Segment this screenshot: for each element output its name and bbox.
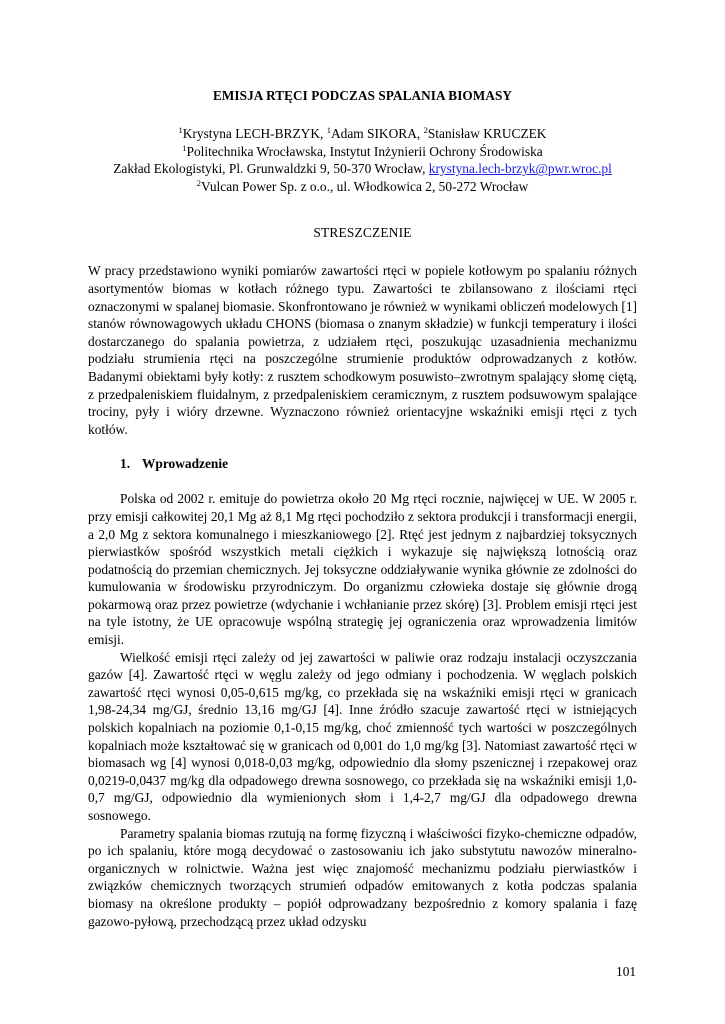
section-1-number: 1. bbox=[120, 456, 131, 472]
abstract-text: W pracy przedstawiono wyniki pomiarów zawartości rtęci w popiele kotłowym po spalaniu różnych asortymentów biomas w kotłach różnego typu. Zawartości te zbilansowano z ilościami rtęci oznaczonymi w spalanej biomasie. Skonfrontowano je również w wynikami obliczeń modelowych [1] stanów równowagowych układu CHONS (biomasa o znanym składzie) w funkcji temperatury i ilości dostarczanego do spalania powietrza, z udziałem rtęci, poszukując uzasadnienia mechanizmu podziału strumienia rtęci na poszczególne strumienie produktów odprowadzanych z kotłów. Badanymi obiektami były kotły: z rusztem schodkowym posuwisto–zwrotnym spalający słomę ciętą, z przedpaleniskiem fluidalnym, z przedpaleniskiem ceramicznym, z rusztem podsuwowym spalające trociny, pyły i wióry drzewne. Wyznaczono również orientacyjne wskaźniki emisji rtęci z tych kotłów. bbox=[88, 263, 637, 437]
author-2: Adam SIKORA, bbox=[330, 126, 424, 141]
paper-page bbox=[88, 78, 637, 930]
author-block bbox=[88, 125, 637, 195]
author1-affil-mark: 1 bbox=[178, 125, 183, 135]
page-number: 101 bbox=[616, 964, 637, 979]
author-email-link[interactable]: krystyna.lech-brzyk@pwr.wroc.pl bbox=[428, 161, 612, 177]
author2-affil-mark: 1 bbox=[326, 125, 331, 135]
section-1-title: Wprowadzenie bbox=[142, 456, 229, 472]
affiliation-2-text: Vulcan Power Sp. z o.o., ul. Włodkowica 2, 50-272 Wrocław bbox=[200, 178, 529, 194]
author-3: Stanisław KRUCZEK bbox=[427, 126, 547, 141]
affiliation-2 bbox=[88, 178, 637, 196]
abstract-heading: STRESZCZENIE bbox=[313, 225, 412, 241]
affiliation-1-address bbox=[88, 160, 637, 178]
affiliation-1-address-text: Zakład Ekologistyki, Pl. Grunwaldzki 9, 50-370 Wrocław, bbox=[113, 161, 429, 177]
paper-title: EMISJA RTĘCI PODCZAS SPALANIA BIOMASY bbox=[212, 88, 513, 103]
affiliation-1-text: Politechnika Wrocławska, Instytut Inżynierii Ochrony Środowiska bbox=[186, 143, 543, 159]
paragraph-3: Parametry spalania biomas rzutują na formę fizyczną i właściwości fizyko-chemiczne odpadów, po ich spalaniu, które mogą decydować o zastosowaniu ich jako substytutu nawozów mineralno-organicznych w rolnictwie. Ważna jest więc znajomość mechanizmu podziału pierwiastków i związków chemicznych tworzących strumień odpadów emitowanych z kotła podczas spalania biomasy na określone produkty – popiół odprowadzany bezpośrednio z komory spalania i fazę gazowo-pyłową, przechodzącą przez układ odzysku bbox=[88, 825, 637, 929]
author-1: Krystyna LECH-BRZYK, bbox=[182, 126, 327, 141]
paragraph-2: Wielkość emisji rtęci zależy od jej zawartości w paliwie oraz rodzaju instalacji oczyszczania gazów [4]. Zawartość rtęci w węglu zależy od jego odmiany i pochodzenia. W węglach polskich zawartość rtęci wynosi 0,05-0,615 mg/kg, co przekłada się na wskaźniki emisji rtęci w granicach 1,98-24,34 mg/GJ, średnio 13,16 mg/GJ [4]. Inne źródło szacuje zawartość rtęci w istniejących polskich kopalniach na poziomie 0,1-0,15 mg/kg, choć zmienność tych wartości w poszczególnych kopalniach może kształtować się w granicach od 0,001 do 1,0 mg/kg [3]. Natomiast zawartość rtęci w biomasach wg [4] wynosi 0,018-0,03 mg/kg, odpowiednio dla słomy pszenicznej i rzepakowej oraz 0,0219-0,0437 mg/kg dla odpadowego drewna sosnowego, co przekłada się na wskaźniki emisji 1,0-0,7 mg/GJ, odpowiednio dla wymienionych słom i 1,4-2,7 mg/GJ dla odpadowego drewna sosnowego. bbox=[88, 649, 637, 823]
author-list bbox=[88, 125, 637, 143]
section-1-body bbox=[88, 490, 637, 930]
section-1-heading bbox=[88, 456, 637, 472]
affiliation-1-mark: 1 bbox=[182, 142, 187, 153]
affiliation-2-mark: 2 bbox=[196, 177, 201, 188]
paragraph-1: Polska od 2002 r. emituje do powietrza około 20 Mg rtęci rocznie, najwięcej w UE. W 2005 r. przy emisji całkowitej 20,1 Mg aż 8,1 Mg rtęci pochodziło z sektora produkcji i transformacji energii, a 2,0 Mg z sektora komunalnego i mieszkaniowego [2]. Rtęć jest jednym z najbardziej toksycznych pierwiastków spośród wszystkich metali ciężkich i wykazuje się największą lotnością oraz podatnością do przemian chemicznych. Jej toksyczne oddziaływanie wynika głównie ze zdolności do kumulowania w środowisku przyrodniczym. Do organizmu człowieka dostaje się głównie drogą pokarmową oraz przez powietrze (wdychanie i wchłanianie przez skórę) [3]. Problem emisji rtęci jest na tyle istotny, że UE opracowuje wspólną strategię jej ograniczenia oraz wprowadzenia limitów emisji. bbox=[88, 491, 637, 648]
affiliation-1 bbox=[88, 143, 637, 161]
author3-affil-mark: 2 bbox=[423, 125, 428, 135]
